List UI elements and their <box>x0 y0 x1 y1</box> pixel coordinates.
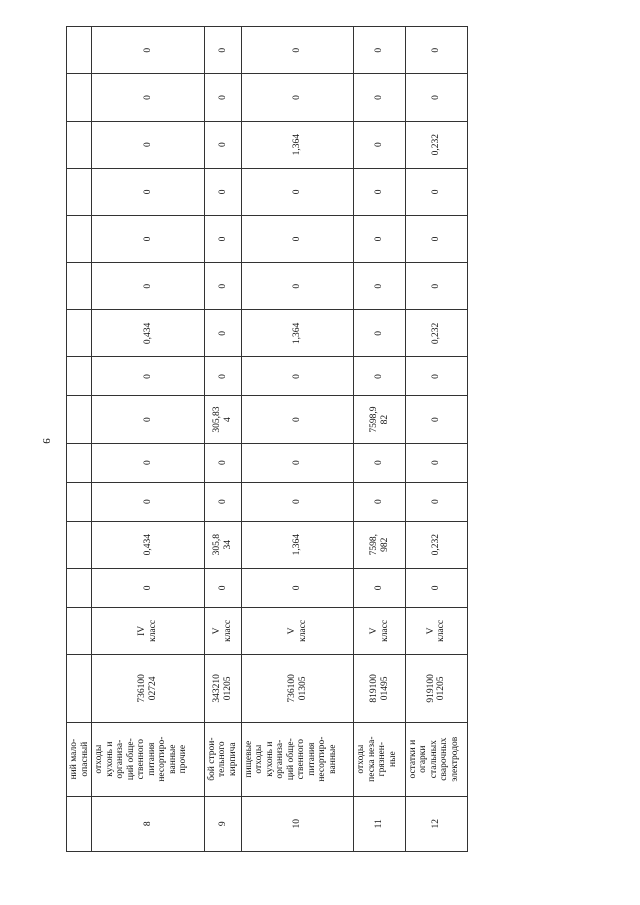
table-row <box>405 27 467 852</box>
value-cell <box>204 310 241 357</box>
value-cell-text: 0 <box>374 189 385 195</box>
hazard-class-cell <box>354 607 405 654</box>
value-cell-text: 1,364 <box>292 322 303 345</box>
value-cell <box>405 27 467 74</box>
fkko-code-cell-text: 736100 02724 <box>137 674 158 703</box>
value-cell <box>67 27 92 74</box>
value-cell-text: 1,364 <box>292 133 303 156</box>
value-cell-text: 0 <box>217 47 228 53</box>
value-cell-text: 0 <box>374 499 385 505</box>
value-cell <box>92 27 205 74</box>
value-cell <box>354 168 405 215</box>
value-cell-text: 0 <box>431 417 442 422</box>
row-number-cell <box>204 796 241 851</box>
value-cell <box>354 482 405 521</box>
waste-table <box>66 26 468 852</box>
row-number-cell-text: 11 <box>374 819 385 829</box>
value-cell-text: 0 <box>374 283 385 289</box>
table-row <box>204 27 241 852</box>
value-cell-text: 0 <box>431 283 442 289</box>
value-cell-text: 1,364 <box>292 534 303 556</box>
fkko-code-cell <box>354 655 405 723</box>
value-cell <box>67 215 92 262</box>
fkko-code-cell <box>405 655 467 723</box>
fkko-code-cell <box>67 655 92 723</box>
value-cell <box>92 168 205 215</box>
value-cell-text: 0 <box>142 585 153 591</box>
value-cell-text: 0 <box>217 95 228 100</box>
value-cell <box>204 121 241 168</box>
value-cell <box>204 263 241 310</box>
value-cell-text: 0 <box>431 47 442 53</box>
value-cell <box>354 310 405 357</box>
waste-name-cell <box>405 722 467 796</box>
value-cell <box>354 74 405 121</box>
value-cell <box>92 396 205 443</box>
value-cell-text: 0 <box>142 47 153 53</box>
value-cell <box>92 263 205 310</box>
row-number-cell <box>354 796 405 851</box>
value-cell-text: 0 <box>292 585 303 591</box>
waste-name-cell-text: отходы песка неза- грязнен- ные <box>356 736 398 782</box>
row-number-cell-text: 10 <box>292 819 303 829</box>
value-cell <box>241 27 354 74</box>
row-number-cell <box>92 796 205 851</box>
value-cell <box>241 443 354 482</box>
value-cell <box>241 121 354 168</box>
hazard-class-cell <box>204 607 241 654</box>
value-cell-text: 0 <box>217 189 228 195</box>
value-cell <box>405 74 467 121</box>
row-number-cell-text: 9 <box>217 821 228 827</box>
rotated-table-container <box>66 26 468 852</box>
hazard-class-cell-text: IV класс <box>137 619 158 642</box>
value-cell-text: 0,232 <box>431 133 442 156</box>
value-cell-text: 0 <box>431 460 442 466</box>
value-cell <box>67 396 92 443</box>
table-row <box>241 27 354 852</box>
value-cell <box>405 396 467 443</box>
value-cell <box>92 357 205 396</box>
value-cell-text: 0 <box>374 585 385 591</box>
value-cell <box>92 521 205 568</box>
fkko-code-cell <box>241 655 354 723</box>
value-cell <box>67 357 92 396</box>
waste-name-cell <box>241 722 354 796</box>
value-cell <box>405 310 467 357</box>
hazard-class-cell-text: V класс <box>425 619 447 642</box>
hazard-class-cell <box>92 607 205 654</box>
value-cell <box>92 121 205 168</box>
value-cell-text: 0 <box>374 142 385 148</box>
value-cell-text: 0 <box>431 95 442 100</box>
waste-name-cell <box>92 722 205 796</box>
value-cell <box>354 357 405 396</box>
table-body <box>67 27 468 852</box>
value-cell-text: 0 <box>292 374 303 379</box>
table-row <box>67 27 92 852</box>
value-cell-text: 0 <box>431 585 442 591</box>
value-cell-text: 0 <box>217 331 228 336</box>
value-cell-text: 0 <box>142 417 153 422</box>
value-cell <box>67 568 92 607</box>
value-cell <box>92 310 205 357</box>
value-cell-text: 0 <box>374 236 385 242</box>
value-cell-text: 0 <box>431 189 442 195</box>
fkko-code-cell-text: 343210 01205 <box>212 674 233 703</box>
value-cell-text: 7598,9 82 <box>369 406 390 433</box>
fkko-code-cell <box>92 655 205 723</box>
value-cell-text: 0 <box>142 95 153 100</box>
waste-name-cell-text: пищевые отходы кухонь и организа- ций обще- ственного питания несортиро- ванные <box>243 736 338 782</box>
value-cell <box>241 568 354 607</box>
value-cell-text: 0 <box>292 47 303 53</box>
value-cell-text: 7598, 982 <box>369 534 390 556</box>
value-cell-text: 305,83 4 <box>212 406 233 433</box>
value-cell-text: 0 <box>292 189 303 195</box>
table-row <box>354 27 405 852</box>
hazard-class-cell <box>67 607 92 654</box>
value-cell <box>67 521 92 568</box>
value-cell <box>354 263 405 310</box>
value-cell <box>92 568 205 607</box>
value-cell <box>67 74 92 121</box>
value-cell-text: 0 <box>142 189 153 195</box>
value-cell-text: 0 <box>374 374 385 379</box>
value-cell-text: 0 <box>142 142 153 148</box>
row-number-cell-text: 12 <box>431 819 442 829</box>
value-cell-text: 0 <box>217 142 228 148</box>
value-cell <box>354 27 405 74</box>
value-cell <box>354 396 405 443</box>
fkko-code-cell <box>204 655 241 723</box>
value-cell <box>354 568 405 607</box>
value-cell <box>354 521 405 568</box>
value-cell-text: 0 <box>292 460 303 466</box>
value-cell <box>241 215 354 262</box>
value-cell <box>204 482 241 521</box>
value-cell <box>67 482 92 521</box>
row-number-cell <box>241 796 354 851</box>
value-cell <box>241 357 354 396</box>
value-cell <box>241 521 354 568</box>
hazard-class-cell-text: V класс <box>369 619 390 642</box>
value-cell-text: 0 <box>374 47 385 53</box>
value-cell-text: 0 <box>217 236 228 242</box>
value-cell <box>92 215 205 262</box>
value-cell-text: 0,434 <box>142 534 153 556</box>
hazard-class-cell-text: V класс <box>287 619 308 642</box>
value-cell <box>354 443 405 482</box>
waste-name-cell-text: остатки и огарки стальных сварочных электродов <box>407 736 460 782</box>
value-cell <box>241 482 354 521</box>
page-number: 9 <box>40 438 52 444</box>
value-cell <box>405 568 467 607</box>
value-cell <box>405 357 467 396</box>
value-cell <box>204 521 241 568</box>
hazard-class-cell <box>405 607 467 654</box>
waste-name-cell <box>204 722 241 796</box>
value-cell-text: 0 <box>292 236 303 242</box>
value-cell-text: 0 <box>217 283 228 289</box>
value-cell-text: 0,232 <box>431 534 442 556</box>
fkko-code-cell-text: 736100 01305 <box>287 674 308 703</box>
value-cell <box>241 396 354 443</box>
value-cell-text: 0 <box>217 585 228 591</box>
value-cell-text: 305,8 34 <box>212 534 233 556</box>
value-cell <box>405 482 467 521</box>
hazard-class-cell-text: V класс <box>212 619 233 642</box>
waste-name-cell-text: отходы кухонь и организа- ций обще- ственного питания несортиро- ванные прочие <box>94 736 189 782</box>
value-cell-text: 0,434 <box>142 322 153 345</box>
table-row <box>92 27 205 852</box>
waste-name-cell-text: бой строи- тельного кирпича <box>206 737 238 781</box>
value-cell-text: 0 <box>217 499 228 505</box>
value-cell-text: 0 <box>374 95 385 100</box>
value-cell-text: 0 <box>431 374 442 379</box>
row-number-cell-text: 8 <box>142 821 153 827</box>
value-cell <box>204 27 241 74</box>
value-cell <box>241 168 354 215</box>
value-cell-text: 0 <box>374 331 385 336</box>
value-cell <box>92 482 205 521</box>
waste-name-cell-text: ний мало- опасный <box>69 738 90 780</box>
fkko-code-cell-text: 919100 01205 <box>425 674 447 703</box>
value-cell <box>241 263 354 310</box>
value-cell <box>241 74 354 121</box>
value-cell <box>405 521 467 568</box>
value-cell <box>92 443 205 482</box>
value-cell <box>67 168 92 215</box>
value-cell <box>241 310 354 357</box>
value-cell <box>204 168 241 215</box>
value-cell <box>405 121 467 168</box>
value-cell-text: 0 <box>217 460 228 466</box>
value-cell-text: 0 <box>292 417 303 422</box>
waste-name-cell <box>67 722 92 796</box>
value-cell-text: 0 <box>217 374 228 379</box>
value-cell <box>204 568 241 607</box>
value-cell <box>204 396 241 443</box>
fkko-code-cell-text: 819100 01495 <box>369 674 390 703</box>
value-cell <box>67 443 92 482</box>
value-cell <box>354 121 405 168</box>
value-cell-text: 0 <box>292 95 303 100</box>
value-cell <box>67 310 92 357</box>
value-cell-text: 0,232 <box>431 322 442 345</box>
value-cell-text: 0 <box>142 499 153 505</box>
row-number-cell <box>405 796 467 851</box>
value-cell-text: 0 <box>142 236 153 242</box>
value-cell-text: 0 <box>292 499 303 505</box>
value-cell <box>67 263 92 310</box>
value-cell-text: 0 <box>142 283 153 289</box>
waste-name-cell <box>354 722 405 796</box>
hazard-class-cell <box>241 607 354 654</box>
value-cell <box>204 215 241 262</box>
value-cell-text: 0 <box>431 499 442 505</box>
value-cell <box>405 168 467 215</box>
value-cell <box>92 74 205 121</box>
value-cell <box>67 121 92 168</box>
value-cell <box>405 263 467 310</box>
value-cell <box>354 215 405 262</box>
value-cell <box>204 74 241 121</box>
value-cell-text: 0 <box>292 283 303 289</box>
value-cell <box>405 443 467 482</box>
value-cell-text: 0 <box>142 374 153 379</box>
value-cell <box>204 357 241 396</box>
row-number-cell <box>67 796 92 851</box>
value-cell-text: 0 <box>374 460 385 466</box>
value-cell-text: 0 <box>142 460 153 466</box>
value-cell-text: 0 <box>431 236 442 242</box>
value-cell <box>405 215 467 262</box>
value-cell <box>204 443 241 482</box>
